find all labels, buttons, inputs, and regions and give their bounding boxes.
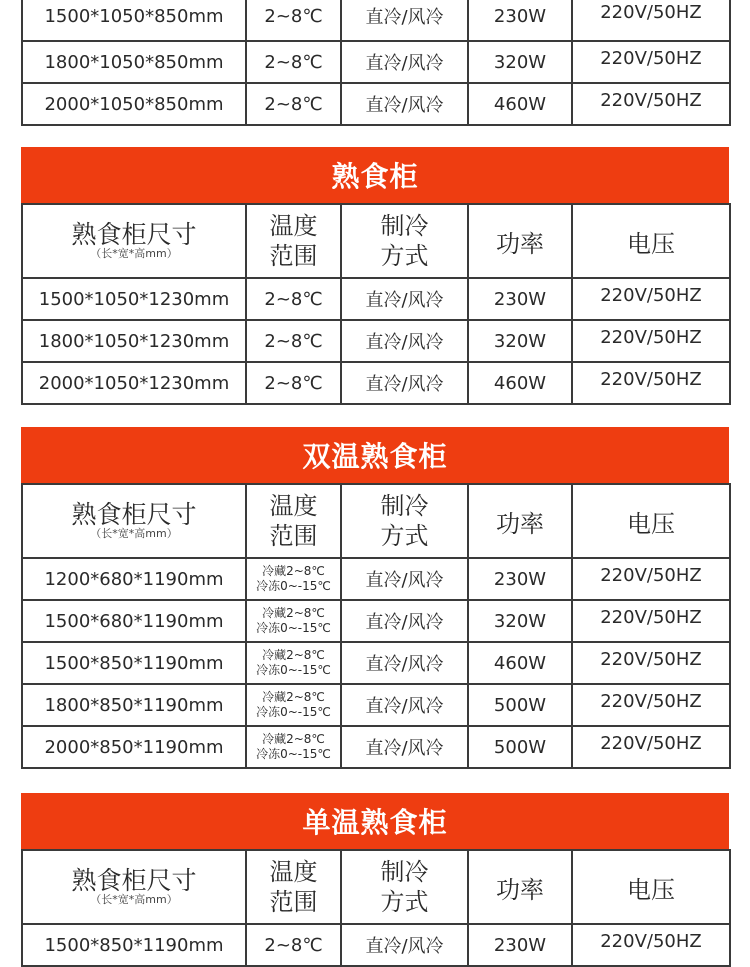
temp-cell: 2~8℃ <box>246 83 341 125</box>
table-row <box>22 362 730 404</box>
voltage-cell <box>572 362 730 404</box>
size-cell: 1500*850*1190mm <box>22 924 246 966</box>
cooling-cell: 直冷/风冷 <box>341 558 468 600</box>
header-voltage: 电压 <box>572 484 730 558</box>
power-cell: 230W <box>468 278 572 320</box>
size-cell: 1500*680*1190mm <box>22 600 246 642</box>
header-voltage: 电压 <box>572 204 730 278</box>
temp-cell: 2~8℃ <box>246 41 341 83</box>
section-title-banner: 熟食柜 <box>21 147 729 203</box>
spec-table <box>21 849 731 967</box>
size-cell: 1800*1050*1230mm <box>22 320 246 362</box>
cooling-cell: 直冷/风冷 <box>341 642 468 684</box>
cooling-cell: 直冷/风冷 <box>341 726 468 768</box>
table-row <box>22 278 730 320</box>
header-size: 熟食柜尺寸 （长*宽*高mm） <box>22 204 246 278</box>
table-header-row <box>22 850 730 924</box>
cooling-cell: 直冷/风冷 <box>341 684 468 726</box>
header-size: 熟食柜尺寸 （长*宽*高mm） <box>22 484 246 558</box>
size-cell: 1800*850*1190mm <box>22 684 246 726</box>
header-cooling: 制冷 方式 <box>341 484 468 558</box>
power-cell: 320W <box>468 320 572 362</box>
header-temp: 温度 范围 <box>246 484 341 558</box>
table-row <box>22 0 730 41</box>
power-cell: 500W <box>468 684 572 726</box>
voltage-text: 220V/50HZ <box>600 606 702 628</box>
size-cell: 1500*850*1190mm <box>22 642 246 684</box>
header-voltage: 电压 <box>572 850 730 924</box>
temp-cell: 冷藏2~8℃ 冷冻0~-15℃ <box>246 558 341 600</box>
size-cell: 2000*1050*850mm <box>22 83 246 125</box>
voltage-cell <box>572 924 730 966</box>
temp-cell: 冷藏2~8℃ 冷冻0~-15℃ <box>246 684 341 726</box>
table-row <box>22 558 730 600</box>
table-row <box>22 83 730 125</box>
cooling-cell: 直冷/风冷 <box>341 600 468 642</box>
power-cell: 230W <box>468 558 572 600</box>
cooling-cell: 直冷/风冷 <box>341 83 468 125</box>
voltage-text: 220V/50HZ <box>600 284 702 306</box>
table-row <box>22 684 730 726</box>
voltage-text: 220V/50HZ <box>600 732 702 754</box>
voltage-cell <box>572 320 730 362</box>
temp-cell: 2~8℃ <box>246 924 341 966</box>
power-cell: 460W <box>468 83 572 125</box>
size-cell: 1500*1050*850mm <box>22 0 246 41</box>
voltage-text: 220V/50HZ <box>600 930 702 952</box>
voltage-cell <box>572 83 730 125</box>
voltage-cell <box>572 600 730 642</box>
voltage-text: 220V/50HZ <box>600 564 702 586</box>
power-cell: 500W <box>468 726 572 768</box>
power-cell: 320W <box>468 600 572 642</box>
power-cell: 230W <box>468 0 572 41</box>
header-temp: 温度 范围 <box>246 850 341 924</box>
temp-cell: 冷藏2~8℃ 冷冻0~-15℃ <box>246 600 341 642</box>
header-power: 功率 <box>468 204 572 278</box>
voltage-cell <box>572 558 730 600</box>
cooling-cell: 直冷/风冷 <box>341 278 468 320</box>
header-cooling: 制冷 方式 <box>341 850 468 924</box>
size-cell: 2000*850*1190mm <box>22 726 246 768</box>
temp-cell: 冷藏2~8℃ 冷冻0~-15℃ <box>246 642 341 684</box>
temp-cell: 2~8℃ <box>246 362 341 404</box>
temp-cell: 2~8℃ <box>246 0 341 41</box>
voltage-text: 220V/50HZ <box>600 690 702 712</box>
table-row <box>22 642 730 684</box>
voltage-cell <box>572 642 730 684</box>
cooling-cell: 直冷/风冷 <box>341 362 468 404</box>
spec-table <box>21 203 731 405</box>
table-header-row <box>22 484 730 558</box>
power-cell: 460W <box>468 362 572 404</box>
voltage-cell <box>572 278 730 320</box>
voltage-text: 220V/50HZ <box>600 368 702 390</box>
size-cell: 1800*1050*850mm <box>22 41 246 83</box>
voltage-cell <box>572 41 730 83</box>
voltage-text: 220V/50HZ <box>600 1 702 23</box>
voltage-text: 220V/50HZ <box>600 648 702 670</box>
temp-cell: 冷藏2~8℃ 冷冻0~-15℃ <box>246 726 341 768</box>
table-header-row <box>22 204 730 278</box>
power-cell: 230W <box>468 924 572 966</box>
temp-cell: 2~8℃ <box>246 278 341 320</box>
voltage-text: 220V/50HZ <box>600 326 702 348</box>
size-cell: 1200*680*1190mm <box>22 558 246 600</box>
table-row <box>22 726 730 768</box>
header-size: 熟食柜尺寸 （长*宽*高mm） <box>22 850 246 924</box>
top-spec-table <box>21 0 731 126</box>
header-power: 功率 <box>468 484 572 558</box>
header-cooling: 制冷 方式 <box>341 204 468 278</box>
cooling-cell: 直冷/风冷 <box>341 41 468 83</box>
voltage-cell <box>572 0 730 41</box>
table-row <box>22 600 730 642</box>
power-cell: 460W <box>468 642 572 684</box>
header-power: 功率 <box>468 850 572 924</box>
temp-cell: 2~8℃ <box>246 320 341 362</box>
section-title-banner: 双温熟食柜 <box>21 427 729 483</box>
size-cell: 1500*1050*1230mm <box>22 278 246 320</box>
power-cell: 320W <box>468 41 572 83</box>
table-row <box>22 924 730 966</box>
table-row <box>22 320 730 362</box>
voltage-cell <box>572 684 730 726</box>
cooling-cell: 直冷/风冷 <box>341 0 468 41</box>
cooling-cell: 直冷/风冷 <box>341 320 468 362</box>
header-temp: 温度 范围 <box>246 204 341 278</box>
size-cell: 2000*1050*1230mm <box>22 362 246 404</box>
cooling-cell: 直冷/风冷 <box>341 924 468 966</box>
section-title-banner: 单温熟食柜 <box>21 793 729 849</box>
table-row <box>22 41 730 83</box>
voltage-cell <box>572 726 730 768</box>
voltage-text: 220V/50HZ <box>600 47 702 69</box>
voltage-text: 220V/50HZ <box>600 89 702 111</box>
spec-table <box>21 483 731 769</box>
